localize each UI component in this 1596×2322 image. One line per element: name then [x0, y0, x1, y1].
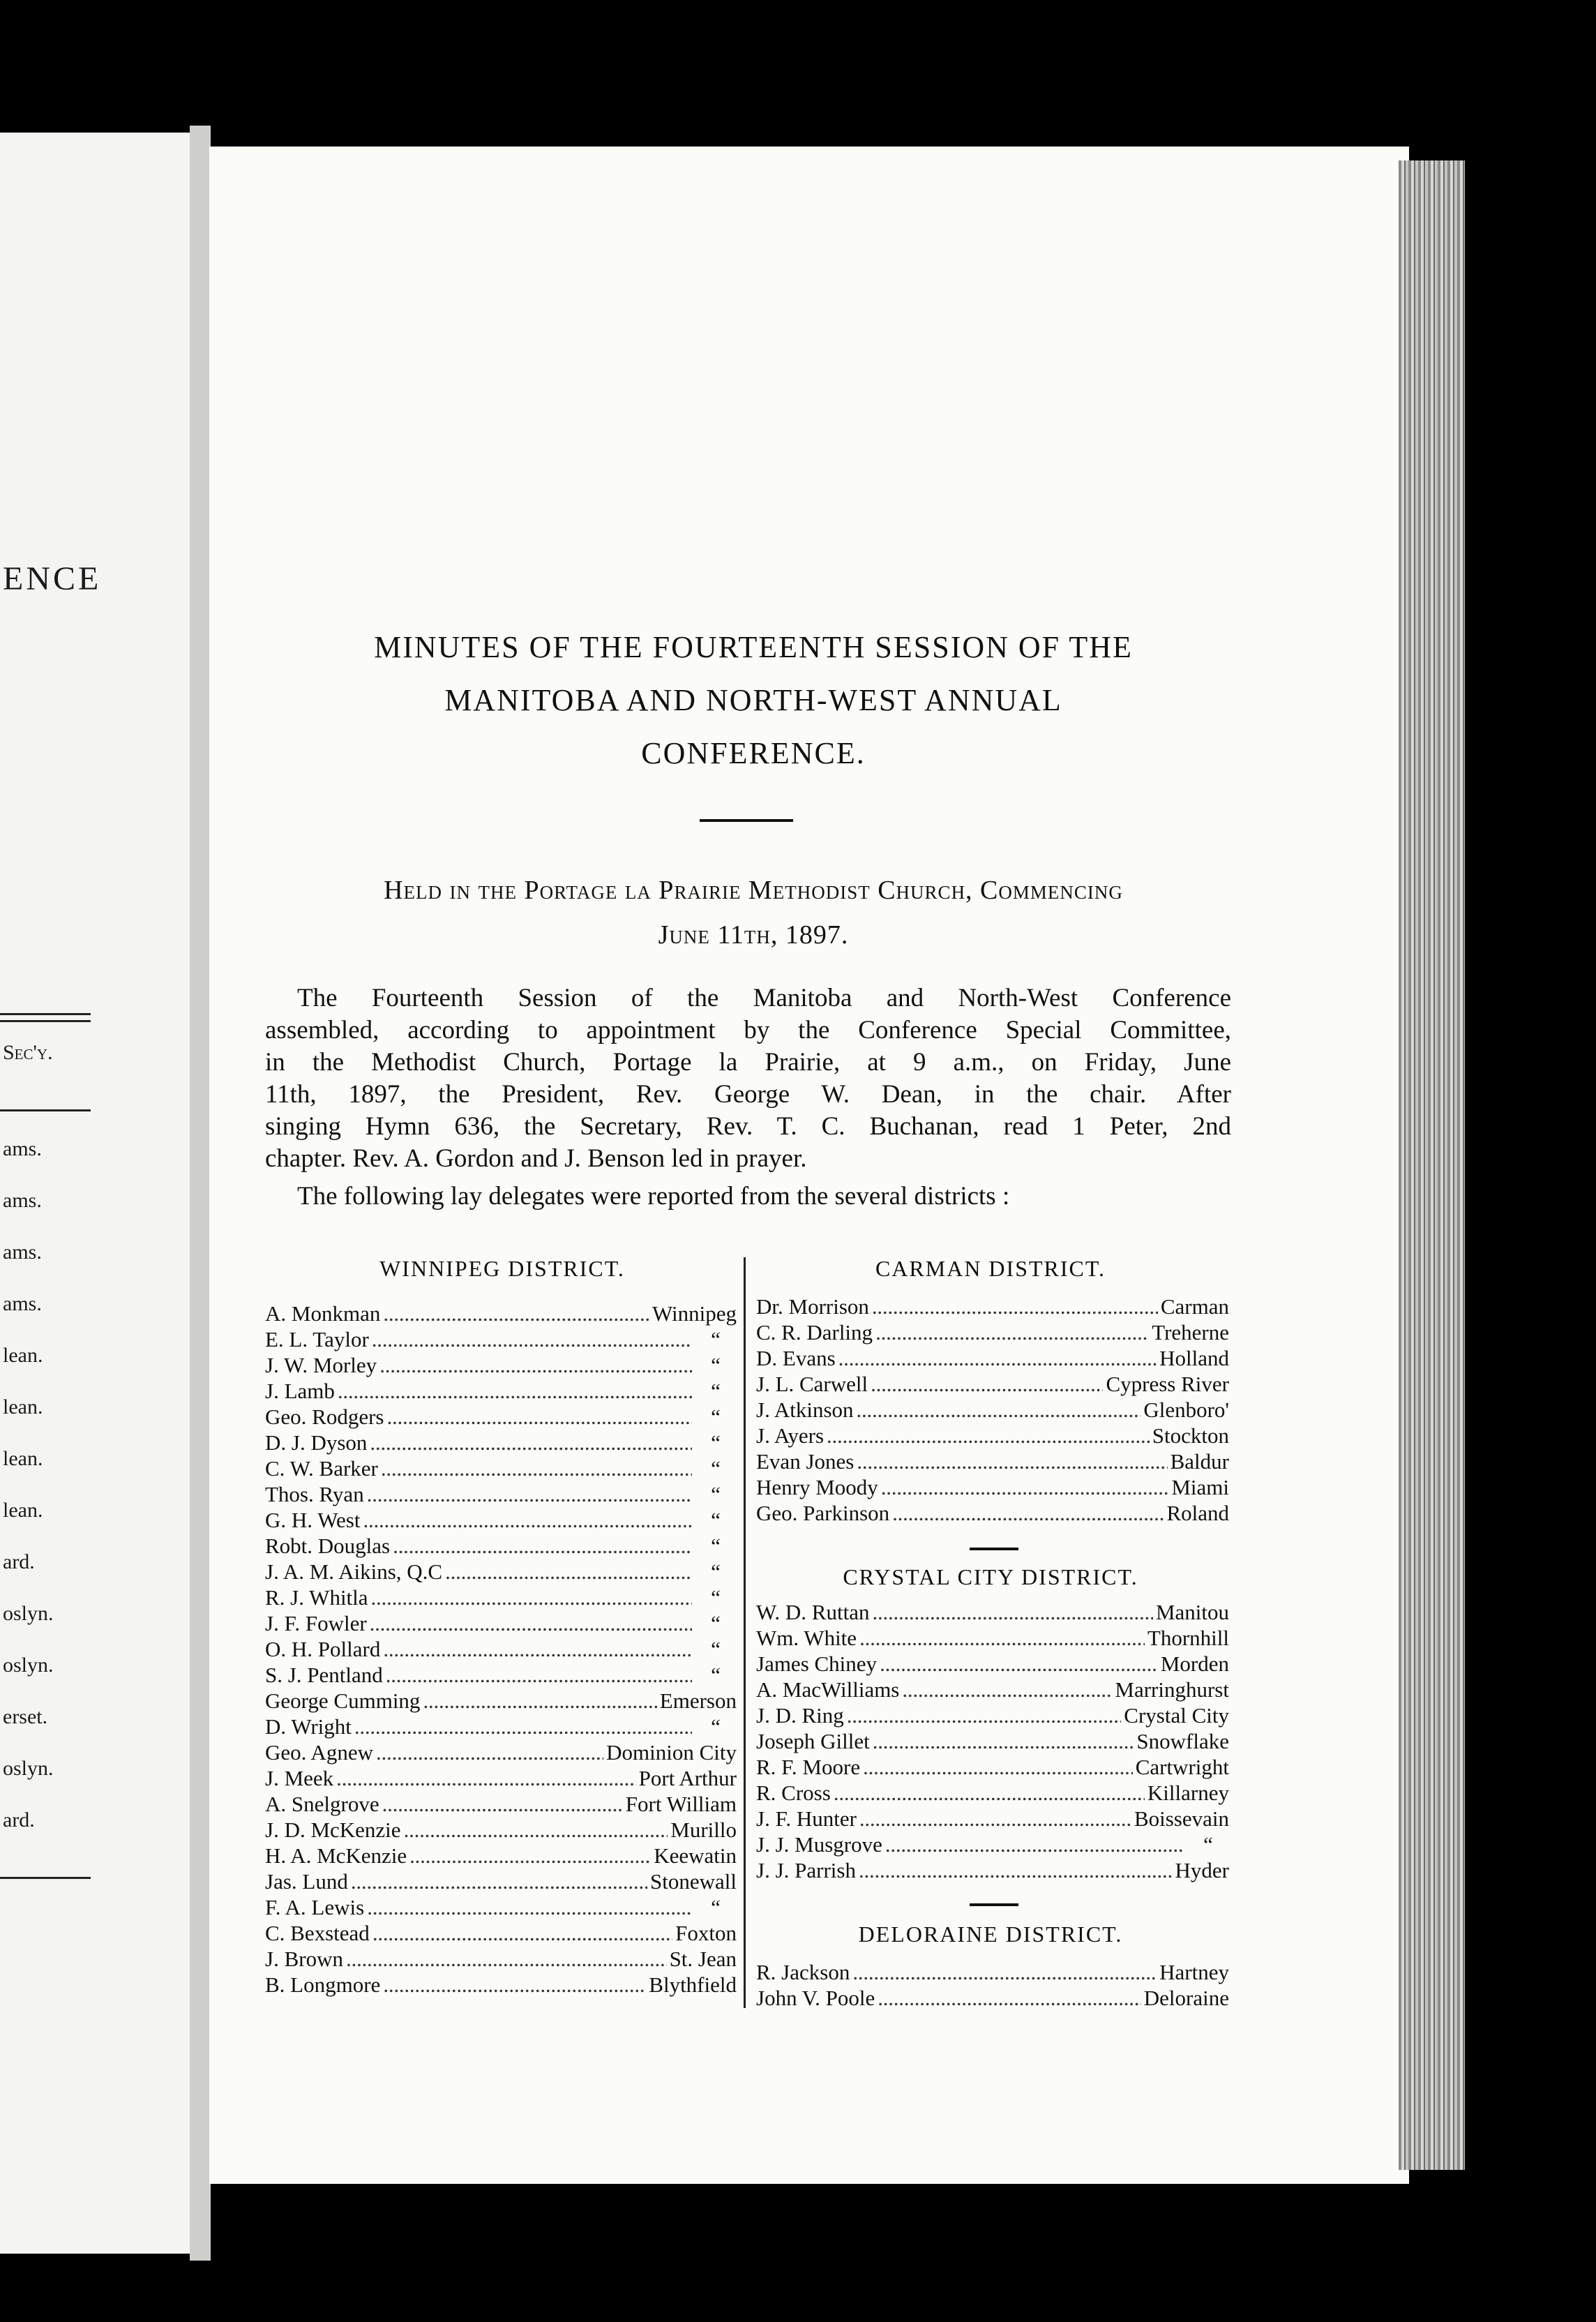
delegate-row [756, 1857, 1229, 1883]
delegate-name: C. R. Darling [756, 1320, 873, 1344]
facing-page-rule [0, 1877, 91, 1879]
delegate-place: Hartney [1159, 1960, 1229, 1984]
delegate-row [756, 1423, 1229, 1448]
leader-dots [363, 1507, 692, 1533]
delegate-name: George Cumming [265, 1688, 421, 1713]
delegate-place: Marringhurst [1115, 1677, 1229, 1702]
leader-dots [351, 1868, 647, 1894]
delegate-name: J. Atkinson [756, 1398, 854, 1422]
leader-dots [354, 1714, 692, 1739]
delegate-name: J. A. M. Aikins, Q.C [265, 1559, 443, 1584]
delegate-name: R. Jackson [756, 1960, 850, 1984]
leader-dots [834, 1780, 1145, 1806]
paragraph-line: singing Hymn 636, the Secretary, Rev. T. C. Buchanan, read 1 Peter, 2nd [265, 1112, 1231, 1141]
delegate-name: W. D. Ruttan [756, 1600, 870, 1624]
delegate-place: Stockton [1152, 1423, 1229, 1448]
facing-page-row-fragment: ard. [3, 1550, 35, 1573]
delegate-name: J. Meek [265, 1766, 334, 1790]
delegate-row [265, 1817, 737, 1843]
delegate-row [265, 1430, 737, 1455]
delegate-name: R. Cross [756, 1781, 831, 1805]
title-line: CONFERENCE. [641, 736, 866, 770]
delegate-row [265, 1894, 737, 1920]
delegate-place: Emerson [659, 1688, 737, 1713]
delegate-row [756, 1397, 1229, 1423]
delegate-name: Dr. Morrison [756, 1294, 869, 1319]
leader-dots [859, 1857, 1173, 1883]
delegate-row [265, 1326, 737, 1352]
leader-dots [885, 1832, 1184, 1857]
leader-dots [393, 1533, 692, 1559]
delegates-intro: The following lay delegates were reported from the several districts : [297, 1182, 1010, 1211]
delegate-place: “ [711, 1482, 721, 1506]
delegate-place: Treherne [1152, 1320, 1229, 1344]
delegate-place: Stonewall [650, 1869, 737, 1894]
leader-dots [372, 1920, 672, 1946]
leader-dots [381, 1455, 692, 1481]
delegate-place: Roland [1166, 1501, 1229, 1525]
delegate-name: J. Lamb [265, 1379, 335, 1403]
delegate-row [756, 1677, 1229, 1702]
delegate-place: Boissevain [1134, 1806, 1229, 1831]
delegate-list-deloraine [756, 1959, 1229, 2011]
leader-dots [847, 1702, 1122, 1728]
delegate-place: “ [711, 1559, 721, 1584]
delegate-list-carman [756, 1294, 1229, 1526]
facing-page-column-header: Sec'y. [3, 1041, 53, 1064]
leader-dots [878, 1985, 1141, 2011]
delegate-place: Winnipeg [652, 1301, 737, 1326]
delegate-row [756, 1780, 1229, 1806]
delegate-name: J. J. Parrish [756, 1858, 856, 1882]
delegate-name: Geo. Rodgers [265, 1405, 384, 1429]
facing-page [0, 133, 192, 2254]
delegate-place: “ [711, 1327, 721, 1351]
delegate-name: J. Brown [265, 1947, 343, 1971]
delegate-row [756, 1754, 1229, 1780]
delegate-name: J. D. McKenzie [265, 1818, 401, 1842]
facing-page-rule [0, 1013, 91, 1015]
delegate-list-winnipeg [265, 1301, 737, 1998]
leader-dots [383, 1636, 692, 1662]
delegate-name: J. F. Fowler [265, 1611, 367, 1635]
delegate-place: “ [1203, 1832, 1213, 1857]
delegate-row [756, 1319, 1229, 1345]
delegate-name: J. W. Morley [265, 1353, 377, 1377]
delegate-name: A. Snelgrove [265, 1792, 379, 1816]
leader-dots [838, 1345, 1157, 1371]
district-separator [970, 1548, 1018, 1550]
session-date: June 11th, 1897. [658, 920, 849, 950]
delegate-place: “ [711, 1456, 721, 1481]
facing-page-row-fragment: lean. [3, 1499, 43, 1522]
delegate-place: Deloraine [1143, 1986, 1229, 2010]
delegate-name: D. Wright [265, 1714, 352, 1739]
leader-dots [409, 1843, 651, 1868]
district-title-deloraine: DELORAINE DISTRICT. [858, 1922, 1123, 1947]
delegate-place: Cypress River [1106, 1372, 1229, 1396]
district-separator [970, 1903, 1018, 1906]
delegate-place: St. Jean [669, 1947, 737, 1971]
delegate-row [265, 1507, 737, 1533]
delegate-name: Wm. White [756, 1626, 857, 1650]
leader-dots [875, 1319, 1149, 1345]
delegate-list-crystal-city [756, 1599, 1229, 1883]
delegate-row [265, 1868, 737, 1894]
delegate-row [756, 1651, 1229, 1677]
delegate-row [265, 1559, 737, 1585]
delegate-row [756, 1625, 1229, 1651]
leader-dots [880, 1651, 1158, 1677]
delegate-place: “ [711, 1430, 721, 1455]
delegate-row [265, 1765, 737, 1791]
delegate-row [265, 1662, 737, 1688]
delegate-place: Miami [1171, 1475, 1229, 1499]
delegate-place: Crystal City [1124, 1703, 1229, 1728]
leader-dots [857, 1448, 1167, 1474]
leader-dots [872, 1294, 1158, 1319]
delegate-name: G. H. West [265, 1508, 361, 1532]
delegate-name: Henry Moody [756, 1475, 878, 1499]
facing-page-row-fragment: oslyn. [3, 1757, 54, 1780]
delegate-row [265, 1791, 737, 1817]
delegate-place: Glenboro' [1143, 1398, 1229, 1422]
leader-dots [873, 1728, 1134, 1754]
leader-dots [379, 1352, 692, 1378]
delegate-row [756, 1985, 1229, 2011]
delegate-name: E. L. Taylor [265, 1327, 369, 1351]
delegate-row [756, 1448, 1229, 1474]
leader-dots [859, 1625, 1145, 1651]
delegate-row [756, 1371, 1229, 1397]
leader-dots [383, 1972, 646, 1998]
delegate-place: Port Arthur [638, 1766, 737, 1790]
delegate-row [756, 1728, 1229, 1754]
paragraph-line: 11th, 1897, the President, Rev. George W. Dean, in the chair. After [265, 1080, 1231, 1109]
delegate-place: Blythfield [649, 1972, 737, 1997]
leader-dots [367, 1481, 692, 1507]
facing-page-row-fragment: oslyn. [3, 1654, 54, 1677]
delegate-row [756, 1599, 1229, 1625]
delegate-name: A. MacWilliams [756, 1677, 900, 1702]
delegate-name: B. Longmore [265, 1972, 381, 1997]
delegate-place: “ [711, 1353, 721, 1377]
district-title-carman: CARMAN DISTRICT. [875, 1256, 1106, 1281]
delegate-name: D. J. Dyson [265, 1430, 368, 1455]
paragraph-line: assembled, according to appointment by the Conference Special Committee, [265, 1016, 1231, 1044]
delegate-place: Hyder [1175, 1858, 1229, 1882]
delegate-name: O. H. Pollard [265, 1637, 381, 1661]
leader-dots [859, 1806, 1131, 1832]
facing-page-row-fragment: ams. [3, 1137, 42, 1160]
leader-dots [445, 1559, 692, 1585]
delegate-row [265, 1714, 737, 1739]
delegate-row [265, 1610, 737, 1636]
delegate-place: Foxton [675, 1921, 737, 1945]
facing-page-rule [0, 1109, 91, 1111]
leader-dots [383, 1301, 649, 1326]
leader-dots [367, 1894, 692, 1920]
leader-dots [872, 1599, 1152, 1625]
facing-page-row-fragment: ams. [3, 1292, 42, 1315]
delegate-name: J. Ayers [756, 1423, 825, 1448]
delegate-place: Manitou [1155, 1600, 1229, 1624]
delegate-name: Thos. Ryan [265, 1482, 364, 1506]
delegate-place: Morden [1160, 1651, 1229, 1676]
delegate-row [265, 1455, 737, 1481]
leader-dots [382, 1791, 623, 1817]
page-edges [1399, 160, 1465, 2170]
delegate-row [265, 1533, 737, 1559]
delegate-row [756, 1294, 1229, 1319]
delegate-place: Murillo [670, 1818, 737, 1842]
leader-dots [386, 1662, 692, 1688]
delegate-name: S. J. Pentland [265, 1663, 383, 1687]
delegate-row [265, 1636, 737, 1662]
facing-page-row-fragment: lean. [3, 1447, 43, 1470]
delegate-row [756, 1806, 1229, 1832]
delegate-name: C. W. Barker [265, 1456, 378, 1481]
paragraph-line: The Fourteenth Session of the Manitoba and North-West Conference [297, 984, 1231, 1012]
delegate-row [265, 1843, 737, 1868]
leader-dots [336, 1765, 635, 1791]
delegate-place: “ [711, 1895, 721, 1919]
delegate-place: Baldur [1170, 1449, 1229, 1474]
delegate-name: Evan Jones [756, 1449, 855, 1474]
leader-dots [372, 1326, 692, 1352]
delegate-row [265, 1585, 737, 1610]
delegate-row [265, 1972, 737, 1998]
delegate-row [756, 1500, 1229, 1526]
paragraph-line: in the Methodist Church, Portage la Prairie, at 9 a.m., on Friday, June [265, 1048, 1231, 1077]
delegate-place: “ [711, 1611, 721, 1635]
delegate-place: Fort William [625, 1792, 737, 1816]
facing-page-row-fragment: lean. [3, 1395, 43, 1418]
district-title-winnipeg: WINNIPEG DISTRICT. [379, 1256, 625, 1281]
title-line: MANITOBA AND NORTH-WEST ANNUAL [444, 683, 1062, 717]
column-divider [744, 1257, 746, 2008]
leader-dots [370, 1610, 692, 1636]
delegate-row [265, 1688, 737, 1714]
leader-dots [892, 1500, 1164, 1526]
session-location-line: Held in the Portage la Prairie Methodist Church, Commencing [384, 876, 1123, 905]
leader-dots [376, 1739, 603, 1765]
delegate-row [756, 1345, 1229, 1371]
facing-page-rule [0, 1020, 91, 1022]
delegate-row [265, 1739, 737, 1765]
delegate-row [756, 1702, 1229, 1728]
leader-dots [881, 1474, 1169, 1500]
delegate-row [756, 1959, 1229, 1985]
delegate-place: “ [711, 1508, 721, 1532]
delegate-name: J. D. Ring [756, 1703, 844, 1728]
leader-dots [404, 1817, 668, 1843]
delegate-row [265, 1404, 737, 1430]
delegate-place: “ [711, 1714, 721, 1739]
delegate-name: C. Bexstead [265, 1921, 370, 1945]
delegate-name: F. A. Lewis [265, 1895, 365, 1919]
session-location [265, 868, 1242, 957]
delegate-row [265, 1301, 737, 1326]
delegate-name: R. F. Moore [756, 1755, 861, 1779]
facing-page-row-fragment: ams. [3, 1189, 42, 1212]
district-title-crystal-city: CRYSTAL CITY DISTRICT. [843, 1564, 1138, 1589]
delegate-name: H. A. McKenzie [265, 1843, 407, 1868]
delegate-row [265, 1920, 737, 1946]
leader-dots [423, 1688, 656, 1714]
facing-page-row-fragment: oslyn. [3, 1602, 54, 1625]
facing-page-row-fragment: erset. [3, 1705, 48, 1728]
delegate-place: “ [711, 1405, 721, 1429]
delegate-place: Cartwright [1135, 1755, 1229, 1779]
leader-dots [857, 1397, 1141, 1423]
facing-page-heading-fragment: ENCE [3, 560, 102, 597]
delegate-row [265, 1946, 737, 1972]
delegate-name: Geo. Parkinson [756, 1501, 890, 1525]
delegate-name: J. L. Carwell [756, 1372, 868, 1396]
delegate-place: “ [711, 1663, 721, 1687]
delegate-name: D. Evans [756, 1346, 836, 1370]
delegate-row [265, 1352, 737, 1378]
delegate-place: Keewatin [654, 1843, 737, 1868]
delegate-place: “ [711, 1585, 721, 1610]
delegate-name: John V. Poole [756, 1986, 875, 2010]
delegate-name: Robt. Douglas [265, 1534, 391, 1558]
delegate-name: Geo. Agnew [265, 1740, 373, 1765]
delegate-name: Joseph Gillet [756, 1729, 870, 1753]
delegate-name: R. J. Whitla [265, 1585, 368, 1610]
delegate-place: “ [711, 1637, 721, 1661]
leader-dots [863, 1754, 1133, 1780]
leader-dots [338, 1378, 692, 1404]
delegate-row [265, 1378, 737, 1404]
delegate-row [265, 1481, 737, 1507]
delegate-name: Jas. Lund [265, 1869, 348, 1894]
leader-dots [871, 1371, 1103, 1397]
leader-dots [852, 1959, 1157, 1985]
leader-dots [370, 1430, 692, 1455]
delegate-place: Killarney [1147, 1781, 1229, 1805]
delegate-place: Carman [1160, 1294, 1229, 1319]
delegate-name: James Chiney [756, 1651, 878, 1676]
leader-dots [902, 1677, 1112, 1702]
delegate-place: Dominion City [606, 1740, 737, 1765]
delegate-name: J. J. Musgrove [756, 1832, 882, 1857]
delegate-place: “ [711, 1534, 721, 1558]
facing-page-row-fragment: ard. [3, 1808, 35, 1832]
delegate-row [756, 1832, 1229, 1857]
title-rule [700, 819, 793, 822]
delegate-name: J. F. Hunter [756, 1806, 857, 1831]
leader-dots [827, 1423, 1150, 1448]
paragraph-line: chapter. Rev. A. Gordon and J. Benson led in prayer. [265, 1144, 807, 1173]
delegate-place: Thornhill [1147, 1626, 1229, 1650]
leader-dots [386, 1404, 692, 1430]
document-title [209, 621, 1297, 780]
book-gutter [190, 126, 211, 2261]
facing-page-row-fragment: lean. [3, 1344, 43, 1367]
opening-paragraph [265, 982, 1231, 1213]
title-line: MINUTES OF THE FOURTEENTH SESSION OF THE [374, 630, 1133, 664]
delegate-place: “ [711, 1379, 721, 1403]
leader-dots [346, 1946, 667, 1972]
facing-page-row-fragment: ams. [3, 1241, 42, 1264]
delegate-row [756, 1474, 1229, 1500]
leader-dots [371, 1585, 692, 1610]
delegate-place: Snowflake [1136, 1729, 1229, 1753]
delegate-place: Holland [1159, 1346, 1229, 1370]
delegate-name: A. Monkman [265, 1301, 381, 1326]
